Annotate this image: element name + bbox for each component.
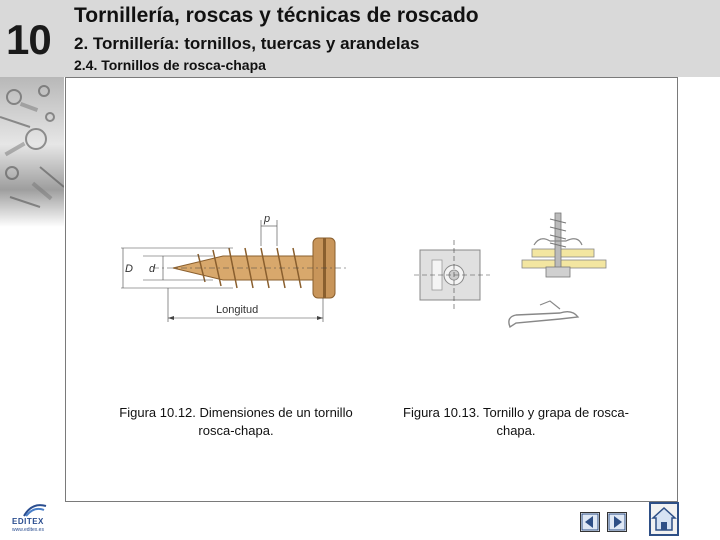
figure-screw-dimensions [113, 210, 353, 330]
arrow-left-icon [581, 513, 599, 531]
logo-url: www.editex.es [12, 527, 44, 533]
label-minor-diameter: d [149, 263, 156, 275]
page-subtitle: 2. Tornillería: tornillos, tuercas y arandelas [74, 34, 420, 53]
header-bar [0, 0, 720, 77]
next-page-button[interactable] [607, 512, 627, 532]
arrow-right-icon [608, 513, 626, 531]
previous-page-button[interactable] [580, 512, 600, 532]
page-title: Tornillería, roscas y técnicas de roscado [74, 4, 479, 27]
section-heading: 2.4. Tornillos de rosca-chapa [74, 57, 266, 73]
figure-screw-and-clip [410, 205, 610, 345]
figure-caption-1: Figura 10.12. Dimensiones de un tornillo rosca-chapa. [119, 405, 353, 438]
home-button[interactable] [649, 502, 679, 536]
chapter-number: 10 [6, 16, 51, 63]
figure-caption-2: Figura 10.13. Tornillo y grapa de rosca-chapa. [403, 405, 629, 438]
label-major-diameter: D [125, 263, 133, 275]
home-icon [651, 504, 677, 534]
logo-wordmark: EDITEX [12, 517, 44, 526]
label-length: Longitud [216, 304, 259, 316]
decorative-screws-image [0, 77, 64, 227]
label-pitch: p [264, 213, 271, 225]
